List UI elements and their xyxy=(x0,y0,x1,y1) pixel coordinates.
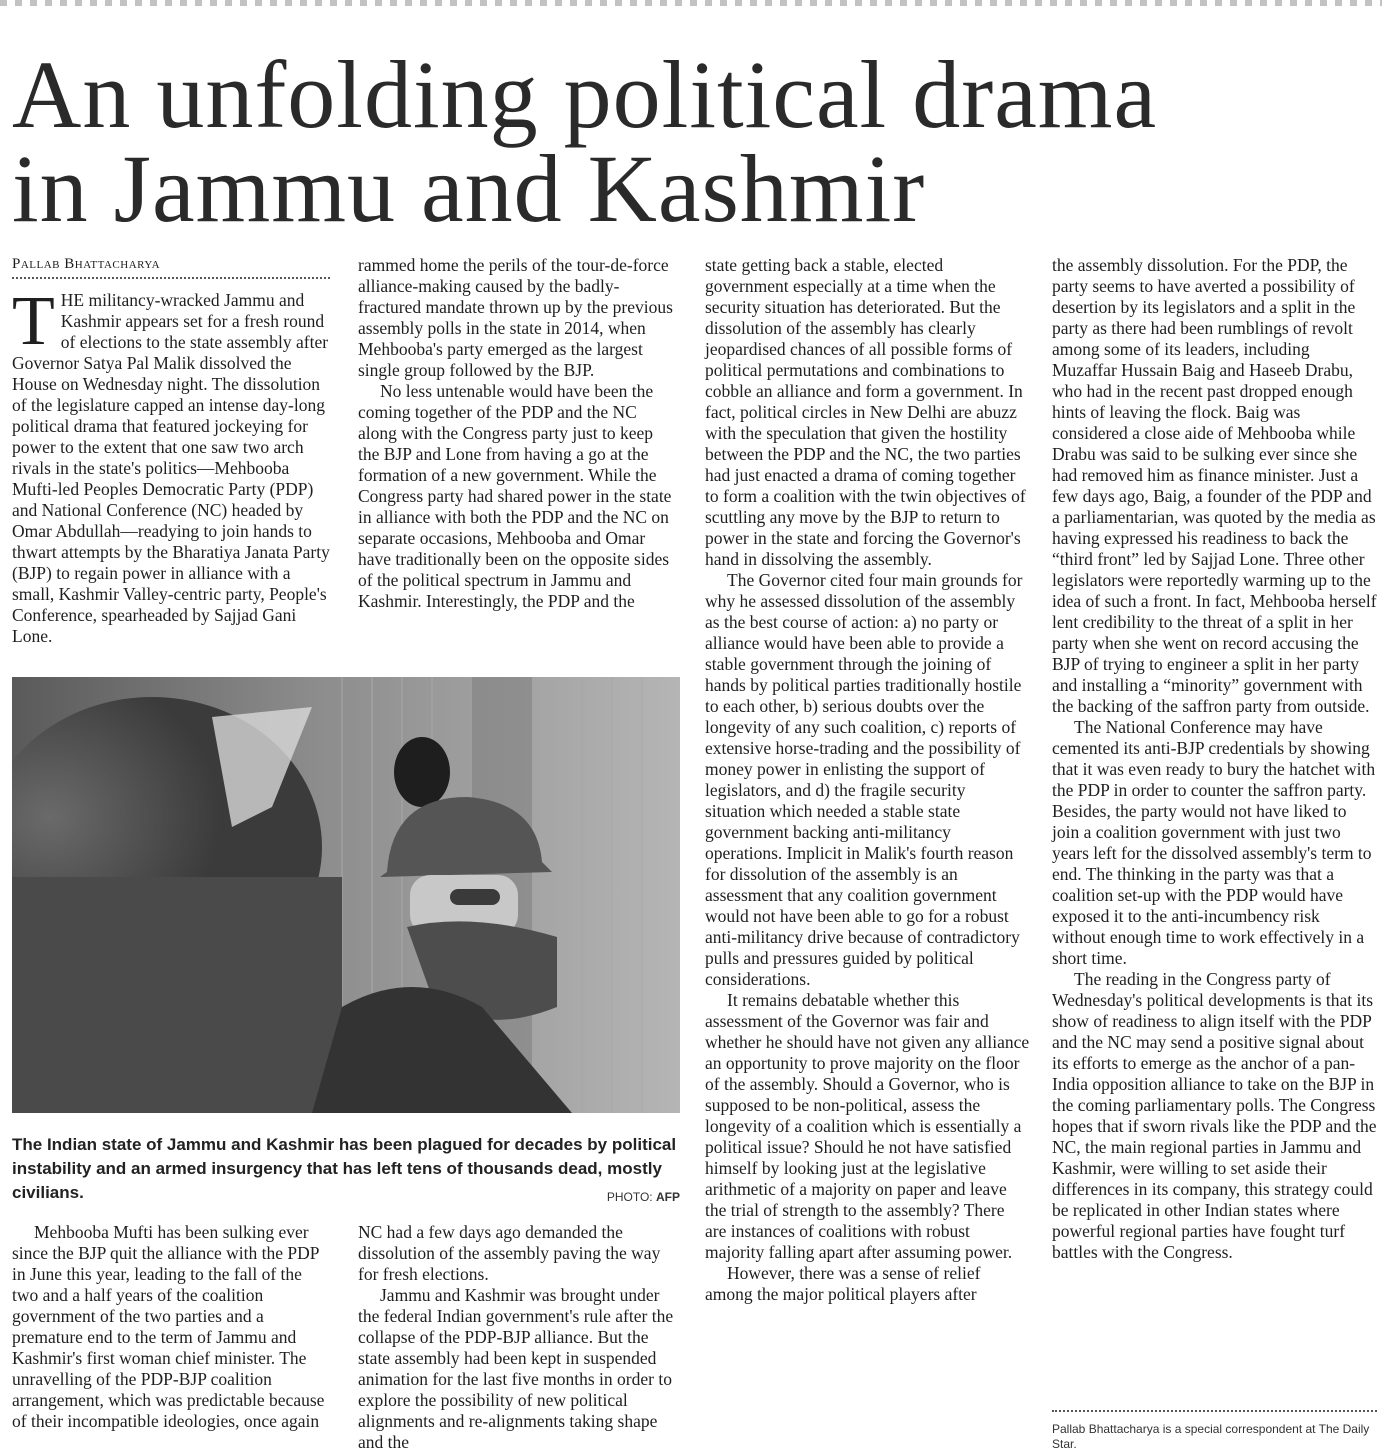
author-bio: Pallab Bhattacharya is a special correspondent at The Daily Star. xyxy=(1052,1410,1377,1452)
paragraph: the assembly dissolution. For the PDP, the party seems to have averted a possibility of desertion by its legislators and a split in the party as there had been rumblings of revolt among some of its leaders, including Muzaffar Hussain Baig and Haseeb Drabu, who had in the recent past dropped enough hints of leaving the flock. Baig was considered a close aide of Mehbooba while Drabu was said to be sulking ever since she had removed him as finance minister. Just a few days ago, Baig, a founder of the PDP and a parliamentarian, was quoted by the media as having expressed his readiness to back the “third front” led by Sajjad Lone. Three other legislators were reportedly warming up to the idea of such a front. In fact, Mehbooba herself lent credibility to the threat of a split in her party when she went on record accusing the BJP of trying to engineer a split in her party and installing a “minority” government with the backing of the saffron party from outside. xyxy=(1052,255,1377,716)
paragraph: Jammu and Kashmir was brought under the federal Indian government's rule after the collapse of the PDP-BJP alliance. But the state assembly had been kept in suspended animation for the last five months in order to explore the possibility of new political alignments and re-alignments taking shape and the xyxy=(358,1285,674,1452)
headline-line-1: An unfolding political drama xyxy=(12,41,1158,148)
credit-source: AFP xyxy=(656,1190,680,1204)
article-column-1 xyxy=(12,283,332,647)
article-column-2-lower xyxy=(358,1222,678,1453)
byline: Pallab Bhattacharya xyxy=(12,256,330,279)
headline-line-2: in Jammu and Kashmir xyxy=(12,135,926,242)
article-column-3 xyxy=(705,255,1030,1305)
paragraph: The Governor cited four main grounds for why he assessed dissolution of the assembly as the best course of action: a) no party or alliance would have been able to provide a stable government through the joining of hands by political parties traditionally hostile to each other, b) serious doubts over the longevity of any such coalition, c) reports of extensive horse-trading and the possibility of money power in enlisting the support of legislators, and d) the fragile security situation which needed a stable state government backing anti-militancy operations. Implicit in Malik's fourth reason for dissolution of the assembly is an assessment that any coalition government would not have been able to go for a robust anti-militancy drive because of contradictory pulls and pressures guided by political considerations. xyxy=(705,570,1023,989)
article-column-1-lower xyxy=(12,1222,332,1432)
intro-paragraph xyxy=(12,283,332,647)
article-column-2 xyxy=(358,255,678,612)
soldier-photo-illustration xyxy=(12,677,680,1113)
intro-text: HE militancy-wracked Jammu and Kashmir appears set for a fresh round of elections to the state assembly after Governor Satya Pal Malik dissolved the House on Wednesday night. The dissolution of the legislature capped an intense day-long political drama that featured jockeying for power to the extent that one saw two arch rivals in the state's politics—Mehbooba Mufti-led Peoples Democratic Party (PDP) and National Conference (NC) headed by Omar Abdullah—readying to join hands to thwart attempts by the Bharatiya Janata Party (BJP) to regain power in alliance with a small, Kashmir Valley-centric party, People's Conference, spearheaded by Sajjad Gani Lone. xyxy=(12,290,330,646)
paragraph: It remains debatable whether this assessment of the Governor was fair and whether he should have not given any alliance an opportunity to prove majority on the floor of the assembly. Should a Governor, who is supposed to be non-political, assess the longevity of a coalition which is essentially a political issue? Should he not have satisfied himself by looking just at the legislative arithmetic of a majority on paper and leave the trial of strength to the assembly? There are instances of coalitions with robust majority falling apart after assuming power. xyxy=(705,990,1030,1262)
credit-label: PHOTO: xyxy=(606,1190,653,1204)
article-column-4 xyxy=(1052,255,1377,1263)
photo-credit xyxy=(560,1190,680,1204)
paragraph: The reading in the Congress party of Wednesday's political developments is that its show of readiness to align itself with the PDP and the NC may send a positive signal about its efforts to emerge as the anchor of a pan-India opposition alliance to take on the BJP in the coming parliamentary polls. The Congress hopes that if sworn rivals like the PDP and the NC, the main regional parties in Jammu and Kashmir, were willing to set aside their differences in its company, this strategy could be replicated in other Indian states where powerful regional parties have fought turf battles with the Congress. xyxy=(1052,969,1377,1262)
paragraph: rammed home the perils of the tour-de-force alliance-making caused by the badly-fractured mandate thrown up by the previous assembly polls in the state in 2014, when Mehbooba's party emerged as the largest single group followed by the BJP. xyxy=(358,255,673,380)
headline xyxy=(12,41,1372,242)
article-photo xyxy=(12,677,680,1113)
paragraph: Mehbooba Mufti has been sulking ever since the BJP quit the alliance with the PDP in June this year, leading to the fall of the two and a half years of the coalition government of the two parties and a premature end to the term of Jammu and Kashmir's first woman chief minister. The unravelling of the PDP-BJP coalition arrangement, which was predictable because of their incompatible ideologies, once again xyxy=(12,1222,325,1431)
paragraph: The National Conference may have cemented its anti-BJP credentials by showing that it was even ready to bury the hatchet with the PDP in order to counter the saffron party. Besides, the party would not have liked to join a coalition government with just two years left for the dissolved assembly's term to end. The thinking in the party was that a coalition set-up with the PDP would have exposed it to the anti-incumbency risk without enough time to work effectively in a short time. xyxy=(1052,717,1376,968)
paragraph: state getting back a stable, elected government especially at a time when the security situation has deteriorated. But the dissolution of the assembly has clearly jeopardised chances of all possible forms of political permutations and combinations to cobble an alliance and form a government. In fact, political circles in New Delhi are abuzz with the speculation that given the hostility between the PDP and the NC, the two parties had just enacted a drama of coming together to form a coalition with the twin objectives of scuttling any move by the BJP to return to power in the state and forcing the Governor's hand in dissolving the assembly. xyxy=(705,255,1026,569)
paragraph: However, there was a sense of relief among the major political players after xyxy=(705,1263,981,1304)
paragraph: No less untenable would have been the coming together of the PDP and the NC along with the Congress party just to keep the BJP and Lone from having a go at the formation of a new government. While the Congress party had shared power in the state in alliance with both the PDP and the NC on separate occasions, Mehbooba and Omar have traditionally been on the opposite sides of the political spectrum in Jammu and Kashmir. Interestingly, the PDP and the xyxy=(358,381,672,611)
photo-caption: The Indian state of Jammu and Kashmir has been plagued for decades by political instability and an armed insurgency that has left tens of thousands dead, mostly civilians. xyxy=(12,1135,677,1202)
drop-cap: T xyxy=(12,283,55,360)
paragraph: NC had a few days ago demanded the dissolution of the assembly paving the way for fresh elections. xyxy=(358,1222,661,1284)
top-rule xyxy=(0,0,1382,6)
